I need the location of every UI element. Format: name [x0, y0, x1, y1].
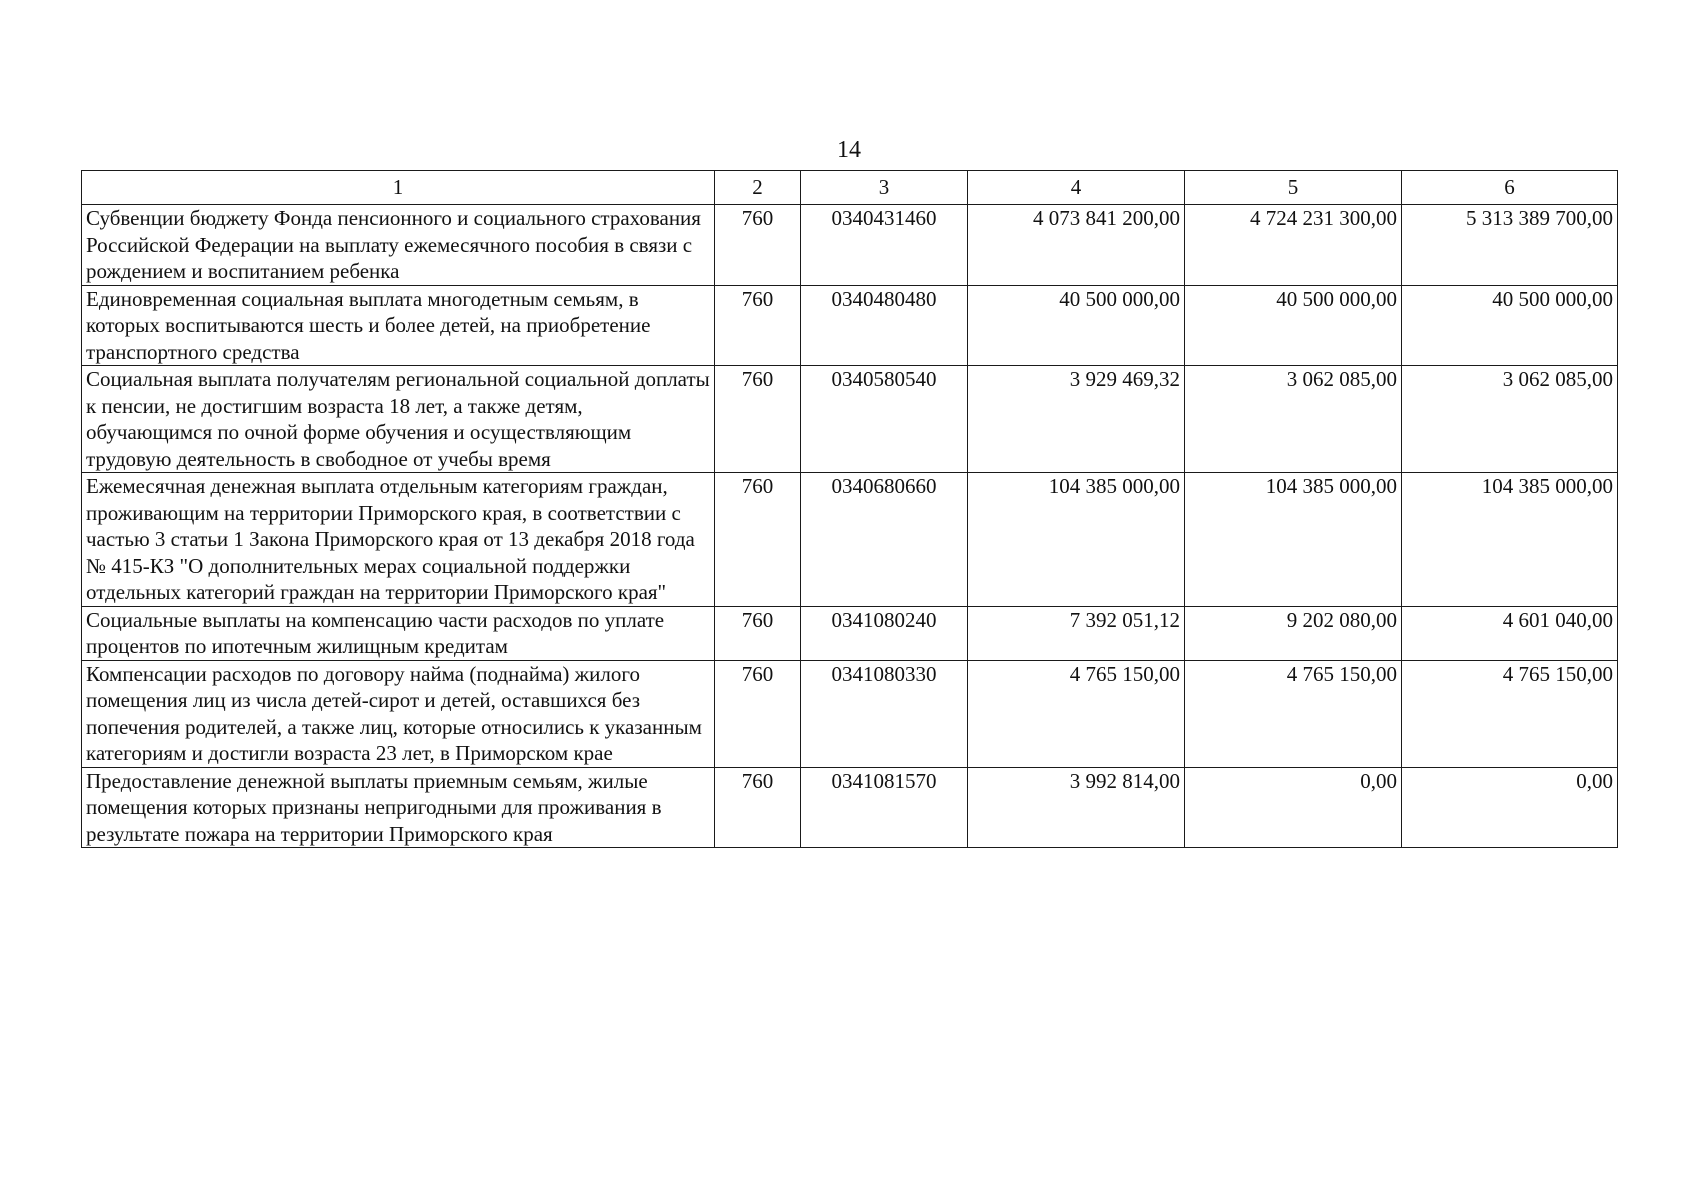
- table-row: [82, 660, 1618, 767]
- row-name: Социальные выплаты на компенсацию части расходов по уплате процентов по ипотечным жилищным кредитам: [82, 606, 715, 660]
- row-grbs-code: 760: [715, 205, 801, 286]
- row-amount-col5: 0,00: [1185, 767, 1402, 848]
- row-csr-code: 0341080240: [801, 606, 968, 660]
- row-amount-col4: 7 392 051,12: [968, 606, 1185, 660]
- row-csr-code: 0341080330: [801, 660, 968, 767]
- row-csr-code: 0340480480: [801, 285, 968, 366]
- header-col-4: 4: [968, 171, 1185, 205]
- row-grbs-code: 760: [715, 285, 801, 366]
- table-row: [82, 767, 1618, 848]
- row-amount-col4: 4 073 841 200,00: [968, 205, 1185, 286]
- row-amount-col4: 4 765 150,00: [968, 660, 1185, 767]
- row-amount-col5: 4 765 150,00: [1185, 660, 1402, 767]
- row-csr-code: 0340431460: [801, 205, 968, 286]
- row-amount-col5: 4 724 231 300,00: [1185, 205, 1402, 286]
- row-amount-col5: 104 385 000,00: [1185, 473, 1402, 607]
- row-name: Компенсации расходов по договору найма (поднайма) жилого помещения лиц из числа детей-сирот и детей, оставшихся без попечения родителей, а также лиц, которые относились к указанным категориям и достигли возраста 23 лет, в Приморском крае: [82, 660, 715, 767]
- header-col-1: 1: [82, 171, 715, 205]
- table-header-row: [82, 171, 1618, 205]
- row-grbs-code: 760: [715, 660, 801, 767]
- table-row: [82, 366, 1618, 473]
- row-grbs-code: 760: [715, 473, 801, 607]
- row-csr-code: 0340580540: [801, 366, 968, 473]
- budget-table: [81, 170, 1618, 848]
- row-grbs-code: 760: [715, 767, 801, 848]
- page-number: 14: [837, 137, 861, 163]
- table-row: [82, 285, 1618, 366]
- row-csr-code: 0341081570: [801, 767, 968, 848]
- row-amount-col6: 4 765 150,00: [1402, 660, 1618, 767]
- row-amount-col4: 40 500 000,00: [968, 285, 1185, 366]
- row-amount-col6: 3 062 085,00: [1402, 366, 1618, 473]
- row-name: Предоставление денежной выплаты приемным семьям, жилые помещения которых признаны непригодными для проживания в результате пожара на территории Приморского края: [82, 767, 715, 848]
- header-col-3: 3: [801, 171, 968, 205]
- row-amount-col6: 40 500 000,00: [1402, 285, 1618, 366]
- row-amount-col6: 0,00: [1402, 767, 1618, 848]
- row-amount-col6: 104 385 000,00: [1402, 473, 1618, 607]
- row-csr-code: 0340680660: [801, 473, 968, 607]
- row-name: Единовременная социальная выплата многодетным семьям, в которых воспитываются шесть и более детей, на приобретение транспортного средства: [82, 285, 715, 366]
- row-amount-col5: 9 202 080,00: [1185, 606, 1402, 660]
- row-grbs-code: 760: [715, 606, 801, 660]
- table-row: [82, 606, 1618, 660]
- header-col-2: 2: [715, 171, 801, 205]
- row-amount-col6: 4 601 040,00: [1402, 606, 1618, 660]
- row-amount-col4: 104 385 000,00: [968, 473, 1185, 607]
- row-name: Субвенции бюджету Фонда пенсионного и социального страхования Российской Федерации на выплату ежемесячного пособия в связи с рождением и воспитанием ребенка: [82, 205, 715, 286]
- table-row: [82, 473, 1618, 607]
- row-amount-col5: 40 500 000,00: [1185, 285, 1402, 366]
- row-name: Ежемесячная денежная выплата отдельным категориям граждан, проживающим на территории Приморского края, в соответствии с частью 3 статьи 1 Закона Приморского края от 13 декабря 2018 года № 415-КЗ "О дополнительных мерах социальной поддержки отдельных категорий граждан на территории Приморского края": [82, 473, 715, 607]
- table-row: [82, 205, 1618, 286]
- row-amount-col6: 5 313 389 700,00: [1402, 205, 1618, 286]
- row-amount-col5: 3 062 085,00: [1185, 366, 1402, 473]
- header-col-6: 6: [1402, 171, 1618, 205]
- row-amount-col4: 3 992 814,00: [968, 767, 1185, 848]
- row-grbs-code: 760: [715, 366, 801, 473]
- row-name: Социальная выплата получателям региональной социальной доплаты к пенсии, не достигшим возраста 18 лет, а также детям, обучающимся по очной форме обучения и осуществляющим трудовую деятельность в свободное от учебы время: [82, 366, 715, 473]
- row-amount-col4: 3 929 469,32: [968, 366, 1185, 473]
- header-col-5: 5: [1185, 171, 1402, 205]
